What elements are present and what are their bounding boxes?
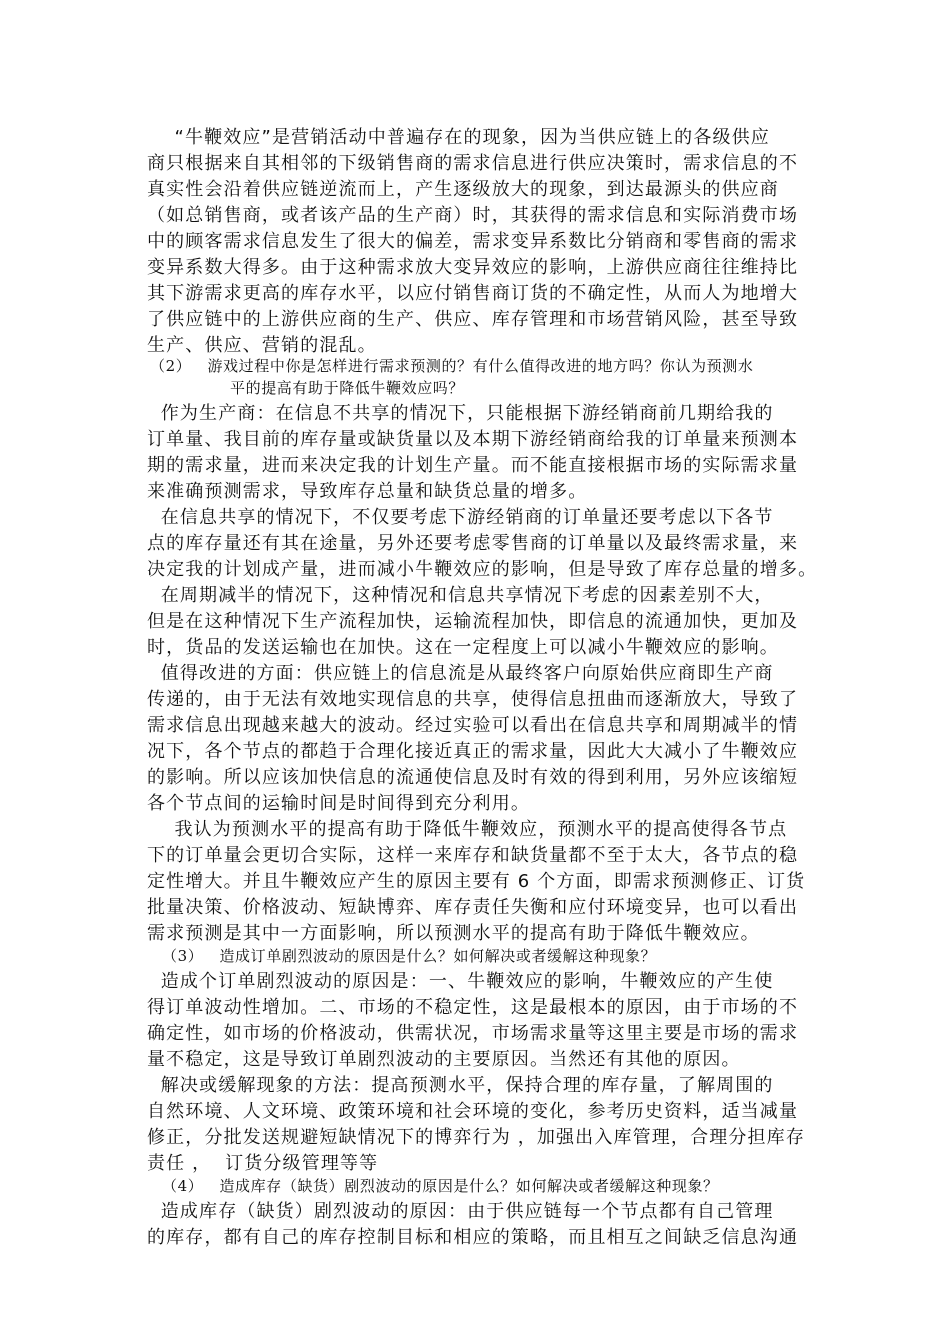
body-text-line: 来准确预测需求，导致库存总量和缺货总量的增多。 — [147, 481, 588, 502]
body-text-line: 在信息共享的情况下，不仅要考虑下游经销商的订单量还要考虑以下各节 — [147, 507, 774, 528]
body-text-line: （如总销售商，或者该产品的生产商）时，其获得的需求信息和实际消费市场 — [147, 205, 799, 226]
question-heading: （3） 造成订单剧烈波动的原因是什么？如何解决或者缓解这种现象？ — [162, 947, 657, 965]
body-text-line: 解决或缓解现象的方法：提高预测水平，保持合理的库存量，了解周围的 — [147, 1075, 774, 1096]
body-text-line: 造成库存（缺货）剧烈波动的原因：由于供应链每一个节点都有自己管理 — [147, 1201, 774, 1222]
body-text-line: 需求信息出现越来越大的波动。经过实验可以看出在信息共享和周期减半的情 — [147, 715, 799, 736]
body-text-line: 时，货品的发送运输也在加快。这在一定程度上可以减小牛鞭效应的影响。 — [147, 637, 779, 658]
body-text-line: 需求预测是其中一方面影响，所以预测水平的提高有助于降低牛鞭效应。 — [147, 923, 760, 944]
body-text-line: “牛鞭效应”是营销活动中普遍存在的现象，因为当供应链上的各级供应 — [147, 127, 770, 148]
question-heading: （4） 造成库存（缺货）剧烈波动的原因是什么？如何解决或者缓解这种现象？ — [162, 1177, 719, 1195]
body-text-line: 点的库存量还有其在途量，另外还要考虑零售商的订单量以及最终需求量，来 — [147, 533, 799, 554]
body-text-line: 的库存，都有自己的库存控制目标和相应的策略，而且相互之间缺乏信息沟通 — [147, 1227, 799, 1248]
body-text-line: 传递的，由于无法有效地实现信息的共享，使得信息扭曲而逐渐放大，导致了 — [147, 689, 799, 710]
body-text-line: 量不稳定，这是导致订单剧烈波动的主要原因。当然还有其他的原因。 — [147, 1049, 741, 1070]
body-text-line: 中的顾客需求信息发生了很大的偏差，需求变异系数比分销商和零售商的需求 — [147, 231, 799, 252]
body-text-line: 其下游需求更高的库存水平，以应付销售商订货的不确定性，从而人为地增大 — [147, 283, 799, 304]
question-heading: 平的提高有助于降低牛鞭效应吗？ — [230, 379, 465, 397]
body-text-line: 订单量、我目前的库存量或缺货量以及本期下游经销商给我的订单量来预测本 — [147, 429, 799, 450]
body-text-line: 确定性，如市场的价格波动，供需状况，市场需求量等这里主要是市场的需求 — [147, 1023, 799, 1044]
body-text-line: 决定我的计划成产量，进而减小牛鞭效应的影响，但是导致了库存总量的增多。 — [147, 559, 818, 580]
body-text-line: 商只根据来自其相邻的下级销售商的需求信息进行供应决策时，需求信息的不 — [147, 153, 799, 174]
body-text-line: 但是在这种情况下生产流程加快，运输流程加快，即信息的流通加快，更加及 — [147, 611, 799, 632]
body-text-line: 的影响。所以应该加快信息的流通使信息及时有效的得到利用，另外应该缩短 — [147, 767, 799, 788]
body-text-line: 生产、供应、营销的混乱。 — [147, 335, 377, 356]
question-heading: （2） 游戏过程中你是怎样进行需求预测的？有什么值得改进的地方吗？你认为预测水 — [150, 357, 754, 375]
body-text-line: 在周期减半的情况下，这种情况和信息共享情况下考虑的因素差别不大， — [147, 585, 774, 606]
body-text-line: 定性增大。并且牛鞭效应产生的原因主要有 6 个方面，即需求预测修正、订货 — [147, 871, 806, 892]
body-text-line: 况下，各个节点的都趋于合理化接近真正的需求量，因此大大减小了牛鞭效应 — [147, 741, 799, 762]
body-text-line: 期的需求量，进而来决定我的计划生产量。而不能直接根据市场的实际需求量 — [147, 455, 799, 476]
body-text-line: 责任 ， 订货分级管理等等 — [147, 1153, 379, 1174]
body-text-line: 真实性会沿着供应链逆流而上，产生逐级放大的现象，到达最源头的供应商 — [147, 179, 779, 200]
body-text-line: 批量决策、价格波动、短缺博弈、库存责任失衡和应付环境变异，也可以看出 — [147, 897, 799, 918]
body-text-line: 造成个订单剧烈波动的原因是：一、牛鞭效应的影响，牛鞭效应的产生使 — [147, 971, 774, 992]
body-text-line: 值得改进的方面：供应链上的信息流是从最终客户向原始供应商即生产商 — [147, 663, 774, 684]
body-text-line: 得订单波动性增加。二、市场的不稳定性，这是最根本的原因，由于市场的不 — [147, 997, 799, 1018]
body-text-line: 作为生产商：在信息不共享的情况下，只能根据下游经销商前几期给我的 — [147, 403, 774, 424]
body-text-line: 自然环境、人文环境、政策环境和社会环境的变化，参考历史资料，适当减量 — [147, 1101, 799, 1122]
body-text-line: 修正，分批发送规避短缺情况下的博弈行为 ，加强出入库管理，合理分担库存 — [147, 1127, 805, 1148]
body-text-line: 我认为预测水平的提高有助于降低牛鞭效应，预测水平的提高使得各节点 — [147, 819, 788, 840]
body-text-line: 下的订单量会更切合实际，这样一来库存和缺货量都不至于太大，各节点的稳 — [147, 845, 799, 866]
body-text-line: 变异系数大得多。由于这种需求放大变异效应的影响，上游供应商往往维持比 — [147, 257, 799, 278]
body-text-line: 了供应链中的上游供应商的生产、供应、库存管理和市场营销风险，甚至导致 — [147, 309, 799, 330]
body-text-line: 各个节点间的运输时间是时间得到充分利用。 — [147, 793, 530, 814]
